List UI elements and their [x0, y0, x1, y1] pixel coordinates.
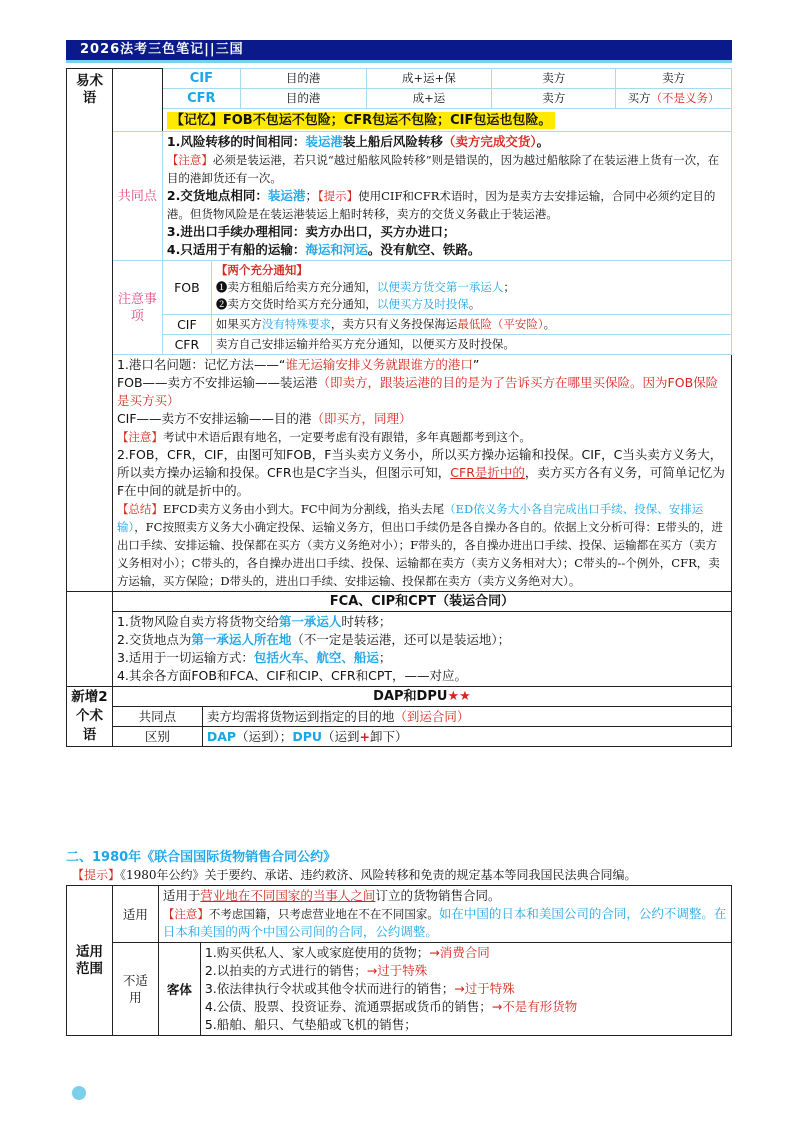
- cfr-row: [67, 89, 732, 109]
- cfr-insure: 买方（不是义务）: [616, 89, 732, 109]
- new-terms-title: DAP和DPU★★: [112, 687, 731, 707]
- not-apply-item: 4.公债、股票、投资证券、流通票据或货币的销售；→不是有形货物: [204, 999, 578, 1014]
- new-diff-label: 区别: [112, 727, 202, 747]
- cif-transport: 卖方: [492, 69, 616, 89]
- section-2-title: 二、1980年《联合国国际货物销售合同公约》: [66, 850, 337, 865]
- notice-label: 注意事项: [112, 261, 162, 355]
- memo-row: [67, 109, 732, 132]
- cif-row: [67, 69, 732, 89]
- not-apply-item: 1.购买供私人、家人或家庭使用的货物；→消费合同: [204, 945, 490, 960]
- new-terms-title-row: [67, 687, 732, 707]
- new-terms-common-row: [67, 707, 732, 727]
- scope-label: 适用范围: [67, 886, 113, 1036]
- memo-cell: [162, 109, 731, 132]
- notice-row: [67, 261, 732, 355]
- memo-text: 【记忆】FOB不包运不包险；CFR包运不包险；CIF包运也包险。: [167, 112, 556, 129]
- not-apply-item: 2.以拍卖的方式进行的销售；→过于特殊: [204, 963, 428, 978]
- notice-inner-table: [163, 261, 731, 354]
- notice-cfr-row: [163, 335, 731, 355]
- notice-content: [162, 261, 731, 355]
- header-title: 2026法考三色笔记||三国: [80, 42, 244, 57]
- not-apply-label: 不适用: [112, 943, 158, 1036]
- not-apply-row: [67, 943, 732, 1036]
- fca-body-row: [67, 612, 732, 687]
- notice-cif-row: [163, 315, 731, 335]
- page-header: [66, 40, 732, 60]
- new-common-text: 卖方均需将货物运到指定的目的地（到运合同）: [202, 707, 731, 727]
- cif-cost: 成+运+保: [366, 69, 492, 89]
- cfr-port: 目的港: [240, 89, 366, 109]
- notice-cfr-term: CFR: [163, 335, 212, 355]
- fca-content: 1.货物风险自卖方将货物交给第一承运人时转移； 2.交货地点为第一承运人所在地（不一定是装运港，还可以是装运地）； 3.适用于一切运输方式：包括火车、航空、船运； 4.其余各方面FOB和FCA、CIF和CIP、CFR和CPT，——对应。: [112, 612, 731, 687]
- terms-row-label: 易术语: [67, 69, 113, 592]
- apply-label: 适用: [112, 886, 158, 943]
- summary-row: [67, 355, 732, 592]
- object-label: 客体: [158, 943, 200, 1036]
- trade-terms-table: [66, 68, 732, 747]
- notice-cfr-text: 卖方自己安排运输并给买方充分通知，以便买方及时投保。: [211, 335, 731, 355]
- common-label: 共同点: [112, 132, 162, 261]
- new-terms-diff-row: [67, 727, 732, 747]
- scope-table: [66, 885, 732, 1036]
- apply-content: 适用于营业地在不同国家的当事人之间订立的货物销售合同。 【注意】不考虑国籍，只考虑营业地在不在不同国家。如在中国的日本和美国公司的合同，公约不调整。在日本和美国的两个中国公司间的合同，公约调整。: [158, 886, 731, 943]
- apply-row: [67, 886, 732, 943]
- new-diff-text: DAP（运到）；DPU（运到+卸下）: [202, 727, 731, 747]
- fca-title-row: [67, 592, 732, 612]
- cif-port: 目的港: [240, 69, 366, 89]
- header-divider: [66, 60, 732, 63]
- fca-title: FCA、CIP和CPT（装运合同）: [112, 592, 731, 612]
- fca-left-blank: [67, 592, 113, 612]
- notice-fob-row: [163, 261, 731, 315]
- summary-content: 1.港口名问题：记忆方法——“谁无运输安排义务就跟谁方的港口” FOB——卖方不安排运输——装运港（即卖方，跟装运港的目的是为了告诉买方在哪里买保险。因为FOB保险是买方买） CIF——卖方不安排运输——目的港（即买方，同理） 【注意】考试中术语后跟有地名，一定要考虑有没有跟错，多年真题都考到这个。 2.FOB，CFR，CIF，由图可知FOB，F当头卖方义务小，所以买方操办运输和投保。CIF，C当头卖方义务大，所以卖方操办运输和投保。CFR也是C字当头，但图示可知，CFR是折中的，卖方买方各有义务，可简单记忆为F在中间的就是折中的。 【总结】EFCD卖方义务由小到大。FC中间为分割线，掐头去尾（ED依义务大小各自完成出口手续、投保、安排运输），FC按照卖方义务大小确定投保、运输义务方，但出口手续仍是各自操办各自的。依据上文分析可得：E带头的，进出口手续、安排运输、投保都在买方（卖方义务绝对小）；F带头的，各自操办进出口手续、投保、运输都在买方（卖方义务相对小）；C带头的，各自操办进出口手续、投保、运输都在卖方（卖方义务相对大）；C带头的--个例外，CFR，卖方运输，买方保险；D带头的，进出口手续、安排运输、投保都在卖方（卖方义务绝对大）。: [112, 355, 731, 592]
- notice-cif-term: CIF: [163, 315, 212, 335]
- cif-insure: 卖方: [616, 69, 732, 89]
- cfr-term: CFR: [162, 89, 240, 109]
- cfr-transport: 卖方: [492, 89, 616, 109]
- fca-left-blank-2: [67, 612, 113, 687]
- not-apply-content: [200, 943, 731, 1036]
- cfr-cost: 成+运: [366, 89, 492, 109]
- notice-cif-text: 如果买方没有特殊要求，卖方只有义务投保海运最低险（平安险）。: [211, 315, 731, 335]
- new-common-label: 共同点: [112, 707, 202, 727]
- common-row: [67, 132, 732, 261]
- not-apply-item: 3.依法律执行令状或其他令状而进行的销售；→过于特殊: [204, 981, 515, 996]
- common-content: 1.风险转移的时间相同：装运港装上船后风险转移（卖方完成交货）。 【注意】必须是装运港，若只说“越过船舷风险转移”则是错误的，因为越过船舷除了在装运港上货有一次，在目的港卸货还有一次。 2.交货地点相同：装运港；【提示】使用CIF和CFR术语时，因为是卖方去安排运输，合同中必须约定目的港。但货物风险是在装运港装运上船时转移，卖方的交货义务截止于装运港。 3.进出口手续办理相同：卖方办出口，买方办进口； 4.只适用于有船的运输：海运和河运。没有航空、铁路。: [162, 132, 731, 261]
- cif-term: CIF: [162, 69, 240, 89]
- notice-fob-term: FOB: [163, 261, 212, 315]
- notice-fob-text: 【两个充分通知】 ❶卖方租船后给卖方充分通知，以便卖方货交第一承运人； ❷卖方交货时给买方充分通知，以便买方及时投保。: [211, 261, 731, 315]
- blank-cell: [112, 69, 162, 132]
- new-terms-label: 新增2个术语: [67, 687, 113, 747]
- section-2-tip: 【提示】《1980年公约》关于要约、承诺、违约救济、风险转移和免责的规定基本等同我国民法典合同编。: [72, 868, 637, 882]
- not-apply-item: 5.船舶、船只、气垫船或飞机的销售；: [204, 1017, 417, 1032]
- page-marker-icon: [72, 1086, 86, 1100]
